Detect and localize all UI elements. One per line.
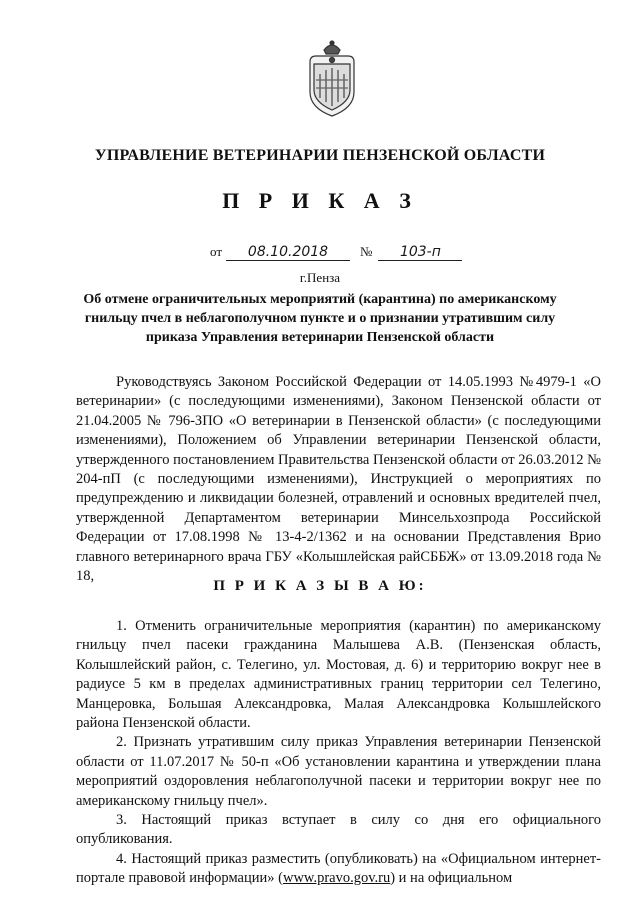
handwritten-date: 08.10.2018 (226, 244, 350, 261)
order-item-4-tail: ) и на официальном (390, 870, 513, 887)
order-item-3: 3. Настоящий приказ вступает в силу со дня его официального опубликования. (76, 812, 601, 848)
penza-coat-of-arms-icon (302, 40, 362, 118)
order-subject: Об отмене ограничительных мероприятий (карантина) по американскому гнильцу пчел в неблагополучном пункте и о признании утратившим силу приказа Управления ветеринарии Пензенской области (83, 292, 557, 345)
date-prefix: от (210, 244, 223, 259)
preamble-block (76, 373, 601, 586)
order-item-4 (76, 850, 601, 889)
date-number-line (210, 244, 462, 261)
order-items (76, 617, 601, 889)
order-item-1: 1. Отменить ограничительные мероприятия (карантин) по американскому гнильцу пчел пасеки гражданина Малышева А.В. (Пензенская область, Колышлейский район, с. Телегино, ул. Мостовая, д. 6) и территорию вокруг нее в радиусе 5 км в пределах административных границ территории сел Телегино, Манцеровка, Большая Александровка, Малая Александровка Колышлейского района Пензенской области. (76, 618, 601, 732)
organization-title: УПРАВЛЕНИЕ ВЕТЕРИНАРИИ ПЕНЗЕНСКОЙ ОБЛАСТИ (94, 147, 546, 164)
document-type-title: П Р И К А З (222, 188, 418, 213)
order-heading: П Р И К А З Ы В А Ю: (213, 578, 427, 594)
order-item-2: 2. Признать утратившим силу приказ Управления ветеринарии Пензенской области от 11.07.2017 № 50-п «Об установлении карантина и утверждении плана мероприятий оздоровления неблагополучной пасеки и территории вокруг нее по американскому гнильцу пчел». (76, 734, 601, 809)
order-item-4-text: 4. Настоящий приказ разместить (опубликовать) на «Официальном интернет-портале правовой информации» ( (76, 850, 601, 887)
city-label: г.Пенза (299, 270, 341, 285)
number-prefix: № (360, 244, 373, 259)
preamble-paragraph: Руководствуясь Законом Российской Федерации от 14.05.1993 №4979-1 «О ветеринарии» (с последующими изменениями), Законом Пензенской области от 21.04.2005 № 796-ЗПО «О ветеринарии в Пензенской области» (с последующими изменениями), Положением об Управлении ветеринарии Пензенской области, утвержденного постановлением Правительства Пензенской области от 26.03.2012 № 204-пП (с последующими изменениями), Инструкцией о мероприятиях по предупреждению и ликвидации болезней, отравлений и основных вредителей пчел, утвержденной Департаментом ветеринарии Минсельхозпрода Российской Федерации от 17.08.1998 № 13-4-2/1362 и на основании Представления Врио главного ветеринарного врача ГБУ «Колышлейская райСББЖ» от 13.09.2018 года № 18, (76, 374, 601, 585)
pravo-gov-link[interactable]: www.pravo.gov.ru (282, 870, 391, 887)
handwritten-number: 103-п (378, 244, 462, 261)
